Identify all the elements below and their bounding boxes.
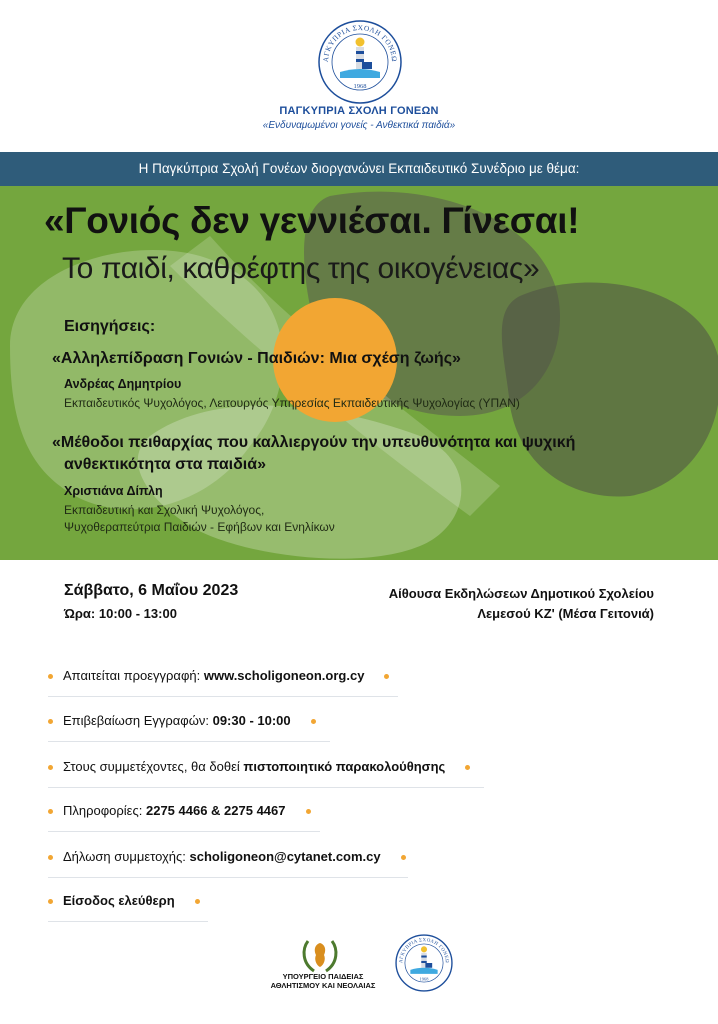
bullet-dot: [48, 674, 53, 679]
bullet-dot: [48, 719, 53, 724]
svg-text:1968: 1968: [353, 83, 367, 90]
divider: [48, 831, 320, 832]
org-tagline: «Ενδυναμωμένοι γονείς - Ανθεκτικά παιδιά»: [262, 120, 456, 131]
divider: [48, 787, 484, 788]
divider: [48, 877, 408, 878]
info-row-certificate: Στους συμμετέχοντες, θα δοθεί πιστοποιητικό παρακολούθησης: [48, 759, 470, 774]
info-row-registration: Απαιτείται προεγγραφή: www.scholigoneon.org.cy: [48, 668, 389, 683]
talk-1-title: «Αλληλεπίδραση Γονιών - Παιδιών: Μια σχέση ζωής»: [52, 350, 461, 367]
svg-text:1968: 1968: [419, 976, 429, 982]
bullet-dot: [48, 765, 53, 770]
bullet-dot: [195, 899, 200, 904]
ministry-name: ΥΠΟΥΡΓΕΙΟ ΠΑΙΔΕΙΑΣ ΑΘΛΗΤΙΣΜΟΥ ΚΑΙ ΝΕΟΛΑΙΑΣ: [270, 972, 376, 990]
event-venue: [334, 584, 654, 624]
talk-2-speaker-role-line1: Εκπαιδευτική και Σχολική Ψυχολόγος,: [64, 503, 265, 517]
banner-text: Η Παγκύπρια Σχολή Γονέων διοργανώνει Εκπαιδευτικό Συνέδριο με θέμα:: [138, 161, 580, 176]
divider: [48, 921, 208, 922]
talk-2-title-line1: «Μέθοδοι πειθαρχίας που καλλιεργούν την υπευθυνότητα και ψυχική: [52, 434, 576, 451]
svg-text:ΠΑΓΚΥΠΡΙΑ ΣΧΟΛΗ ΓΟΝΕΩΝ: ΑΓΚΥΠΡΙΑ ΣΧΟΛΗ ΓΟΝΕΩ: [321, 23, 399, 63]
venue-line-2: Λεμεσού ΚΖ' (Μέσα Γειτονιά): [477, 606, 654, 621]
event-time: Ώρα: 10:00 - 13:00: [64, 606, 177, 621]
bullet-dot: [48, 899, 53, 904]
divider: [48, 741, 330, 742]
bullet-dot: [311, 719, 316, 724]
bullet-dot: [306, 809, 311, 814]
info-row-free-entry: Είσοδος ελεύθερη: [48, 893, 200, 908]
info-row-participation: Δήλωση συμμετοχής: scholigoneon@cytanet.com.cy: [48, 849, 406, 864]
event-date: Σάββατο, 6 Μαΐου 2023: [64, 582, 239, 599]
conference-subtitle: Το παιδί, καθρέφτης της οικογένειας»: [62, 252, 540, 285]
conference-title: «Γονιός δεν γεννιέσαι. Γίνεσαι!: [44, 200, 580, 241]
talk-2-title-line2: ανθεκτικότητα στα παιδιά»: [64, 456, 266, 473]
talk-1-speaker-name: Ανδρέας Δημητρίου: [64, 377, 182, 391]
talk-1-speaker-role: Εκπαιδευτικός Ψυχολόγος, Λειτουργός Υπηρεσίας Εκπαιδευτικής Ψυχολογίας (ΥΠΑΝ): [64, 396, 520, 410]
info-row-confirmation: Επιβεβαίωση Εγγραφών: 09:30 - 10:00: [48, 713, 316, 728]
talk-2-speaker-role-line2: Ψυχοθεραπεύτρια Παιδιών - Εφήβων και Ενηλίκων: [64, 520, 335, 534]
bullet-dot: [48, 809, 53, 814]
school-logo: [316, 18, 404, 106]
divider: [48, 696, 398, 697]
bullet-dot: [384, 674, 389, 679]
registration-website-link[interactable]: www.scholigoneon.org.cy: [203, 668, 365, 683]
bullet-dot: [465, 765, 470, 770]
speakers-label: Εισηγήσεις:: [64, 318, 156, 335]
svg-text:ΠΑΓΚΥΠΡΙΑ ΣΧΟΛΗ ΓΟΝΕΩΝ: ΑΓΚΥΠΡΙΑ ΣΧΟΛΗ ΓΟΝΕΩ: [399, 938, 449, 964]
participation-email-link[interactable]: scholigoneon@cytanet.com.cy: [189, 849, 381, 864]
info-row-contact: Πληροφορίες: 2275 4466 & 2275 4467: [48, 803, 311, 818]
school-logo-footer: [394, 933, 454, 993]
org-name: ΠΑΓΚΥΠΡΙΑ ΣΧΟΛΗ ΓΟΝΕΩΝ: [279, 105, 439, 117]
bullet-dot: [401, 855, 406, 860]
ministry-emblem-icon: [300, 935, 340, 975]
talk-2-speaker-name: Χριστιάνα Δίπλη: [64, 484, 163, 498]
venue-line-1: Αίθουσα Εκδηλώσεων Δημοτικού Σχολείου: [388, 586, 654, 601]
bullet-dot: [48, 855, 53, 860]
